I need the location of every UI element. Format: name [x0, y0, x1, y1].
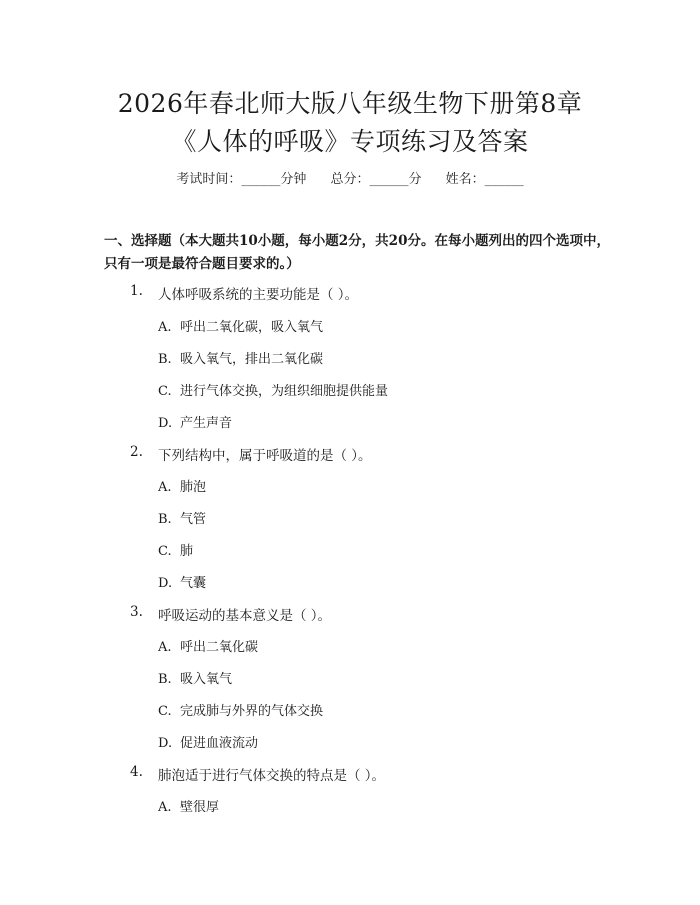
exam-time: 考试时间：______分钟	[176, 172, 307, 187]
exam-name: 姓名：______	[445, 172, 524, 187]
option-a[interactable]	[158, 796, 219, 815]
question-text: 肺泡适于进行气体交换的特点是（ ）。	[158, 768, 386, 784]
option-text: 吸入氧气	[180, 672, 233, 687]
option-text: 壁很厚	[180, 800, 220, 815]
section-heading: 一、选择题（本大题共10小题，每小题2分，共20分。在每小题列出的四个选项中，只有一项是最符合题目要求的。）	[104, 233, 610, 272]
page-title-line2: 《人体的呼吸》专项练习及答案	[171, 127, 529, 156]
option-c[interactable]	[158, 380, 388, 399]
option-letter: A.	[158, 640, 172, 655]
option-text: 肺泡	[180, 480, 207, 495]
option-letter: D.	[158, 416, 173, 431]
option-letter: B.	[158, 672, 172, 687]
option-letter: B.	[158, 512, 172, 527]
option-letter: A.	[158, 480, 172, 495]
option-letter: C.	[158, 384, 172, 399]
option-text: 产生声音	[180, 416, 233, 431]
question-number: 2.	[130, 444, 143, 460]
option-text: 进行气体交换，为组织细胞提供能量	[180, 384, 389, 399]
question-text: 人体呼吸系统的主要功能是（ ）。	[158, 287, 359, 303]
question-number: 4.	[130, 764, 143, 780]
exam-score: 总分：______分	[330, 172, 422, 187]
option-d[interactable]	[158, 572, 206, 591]
option-letter: A.	[158, 320, 172, 335]
question-number: 3.	[130, 604, 143, 620]
option-d[interactable]	[158, 732, 258, 751]
option-letter: B.	[158, 352, 172, 367]
option-a[interactable]	[158, 316, 323, 335]
option-text: 气囊	[180, 576, 207, 591]
option-b[interactable]	[158, 508, 206, 527]
option-a[interactable]	[158, 476, 206, 495]
page-title-line1: 2026年春北师大版八年级生物下册第8章	[117, 89, 583, 118]
option-text: 气管	[180, 512, 207, 527]
option-b[interactable]	[158, 668, 232, 687]
option-b[interactable]	[158, 348, 323, 367]
option-a[interactable]	[158, 636, 258, 655]
option-text: 呼出二氧化碳，吸入氧气	[180, 320, 324, 335]
question-number: 1.	[130, 283, 143, 299]
question-text: 呼吸运动的基本意义是（ ）。	[158, 608, 332, 624]
option-text: 肺	[180, 544, 194, 559]
option-letter: D.	[158, 576, 173, 591]
option-letter: C.	[158, 704, 172, 719]
option-letter: C.	[158, 544, 172, 559]
option-text: 促进血液流动	[180, 736, 259, 751]
option-c[interactable]	[158, 540, 193, 559]
option-text: 完成肺与外界的气体交换	[180, 704, 324, 719]
option-d[interactable]	[158, 412, 232, 431]
option-text: 吸入氧气，排出二氧化碳	[180, 352, 324, 367]
exam-info	[0, 168, 700, 187]
option-letter: D.	[158, 736, 173, 751]
option-text: 呼出二氧化碳	[180, 640, 259, 655]
question-text: 下列结构中，属于呼吸道的是（ ）。	[158, 448, 372, 464]
option-c[interactable]	[158, 700, 323, 719]
option-letter: A.	[158, 800, 172, 815]
